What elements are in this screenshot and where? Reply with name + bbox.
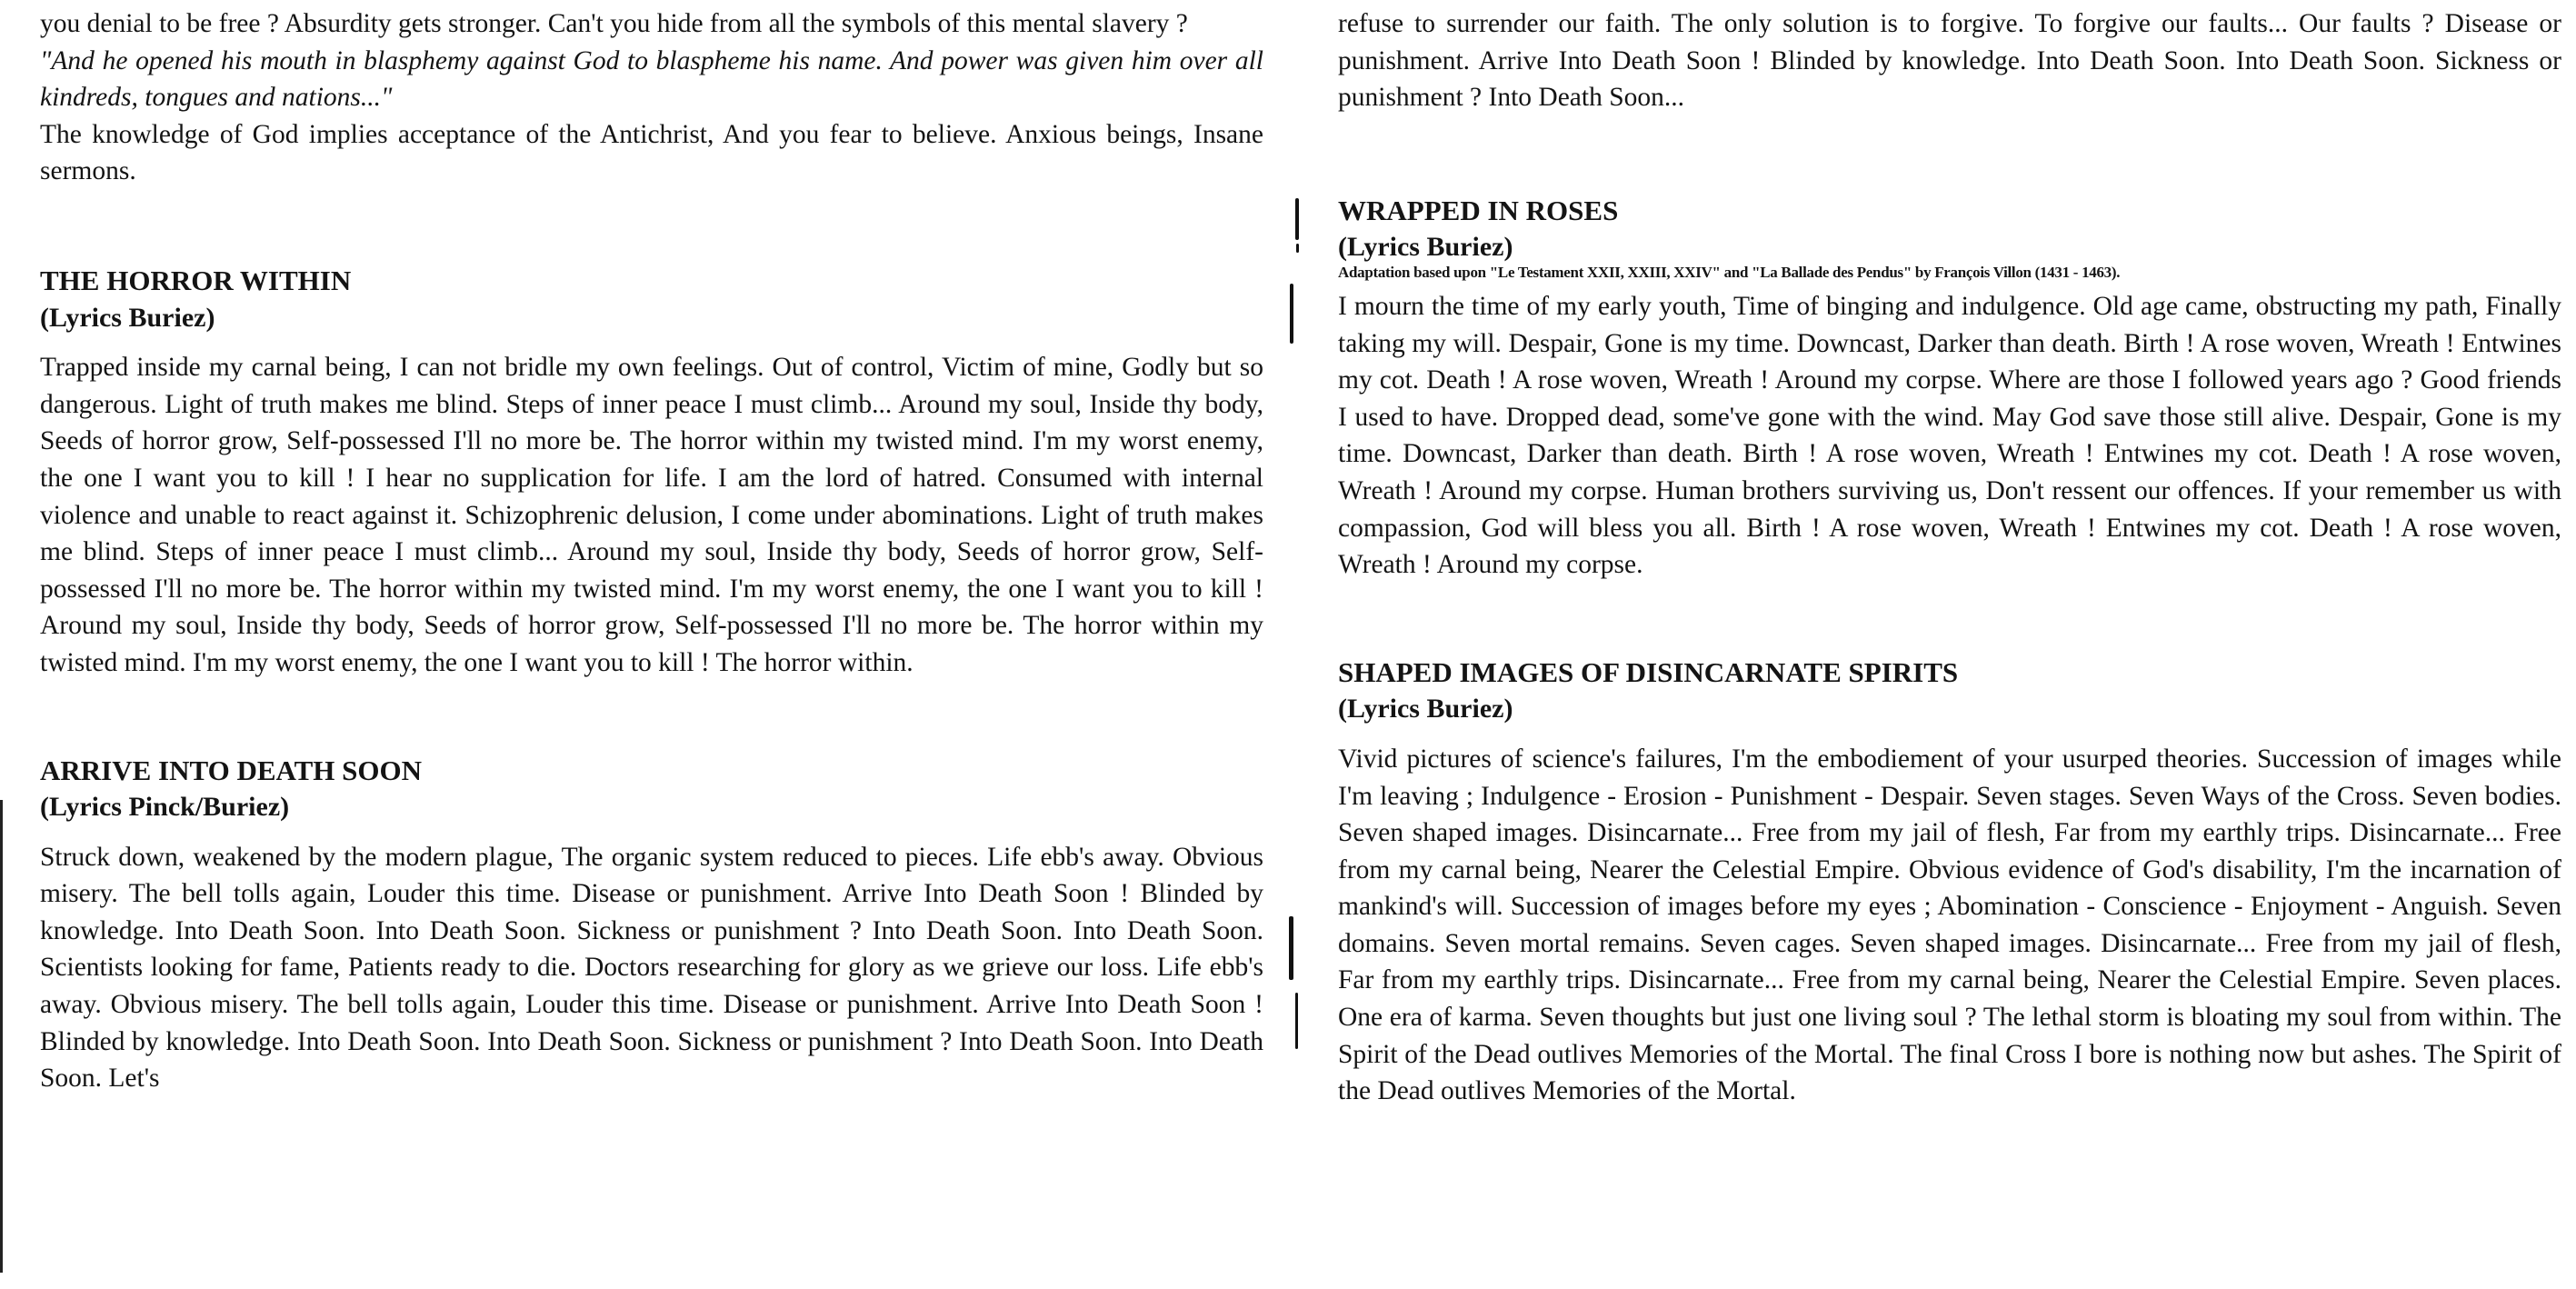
right-column <box>1338 5 2561 1110</box>
page-edge-line <box>0 800 3 1273</box>
intro-closing-paragraph: The knowledge of God implies acceptance of the Antichrist, And you fear to believe. Anxious beings, Insane sermons. <box>40 119 1263 186</box>
lyrics-text: Struck down, weakened by the modern plague, The organic system reduced to pieces. Life ebb's away. Obvious misery. The bell tolls again, Louder this time. Disease or punishment. Arrive Into Death Soon ! Blinded by knowledge. Into Death Soon. Into Death Soon. Sickness or punishment ? Into Death Soon. Into Death Soon. Scientists looking for fame, Patients ready to die. Doctors researching for glory as we grieve our loss. Life ebb's away. Obvious misery. The bell tolls again, Louder this time. Disease or punishment. Arrive Into Death Soon ! Blinded by knowledge. Into Death Soon. Into Death Soon. Sickness or punishment ? Into Death Soon. Into Death Soon. Let's <box>40 842 1263 1094</box>
song-title: THE HORROR WITHIN <box>40 264 352 296</box>
continuation-paragraph: refuse to surrender our faith. The only solution is to forgive. To forgive our faults... Our faults ? Disease or punishment. Arrive Into Death Soon ! Blinded by knowledge. Into Death Soon. Into Death Soon. Sickness or punishment ? Into Death Soon... <box>1338 9 2561 113</box>
lyrics-text: Vivid pictures of science's failures, I'm the embodiement of your usurped theories. Succession of images while I'm leaving ; Indulgence - Erosion - Punishment - Despair. Seven stages. Seven Ways of the Cross. Seven bodies. Seven shaped images. Disincarnate... Free from my jail of flesh, Far from my earthly trips. Disincarnate... Free from my carnal being, Nearer the Celestial Empire. Obvious evidence of God's disability, I'm the incarnation of mankind's will. Succession of images before my eyes ; Abomination - Conscience - Enjoyment - Anguish. Seven domains. Seven mortal remains. Seven cages. Seven shaped images. Disincarnate... Free from my jail of flesh, Far from my earthly trips. Disincarnate... Free from my carnal being, Nearer the Celestial Empire. Seven places. One era of karma. Seven thoughts but just one living soul ? The lethal storm is bloating my soul from within. The Spirit of the Dead outlives Memories of the Mortal. The final Cross I bore is nothing now but ashes. The Spirit of the Dead outlives Memories of the Mortal. <box>1338 744 2561 1106</box>
song-title: SHAPED IMAGES OF DISINCARNATE SPIRITS <box>1338 655 1959 688</box>
intro-paragraph: you denial to be free ? Absurdity gets stronger. Can't you hide from all the symbols of this mental slavery ? <box>40 9 1188 38</box>
song-title: ARRIVE INTO DEATH SOON <box>40 754 423 786</box>
scripture-quote: "And he opened his mouth in blasphemy against God to blaspheme his name. And power was given him over all kindreds, tongues and nations..." <box>40 45 1263 113</box>
section-horror-within <box>40 263 1263 682</box>
lyrics-text: Trapped inside my carnal being, I can not bridle my own feelings. Out of control, Victim of mine, Godly but so dangerous. Light of truth makes me blind. Steps of inner peace I must climb... Around my soul, Inside thy body, Seeds of horror grow, Self-possessed I'll no more be. The horror within my twisted mind. I'm my worst enemy, the one I want you to kill ! I hear no supplication for life. I am the lord of hatred. Consumed with internal violence and unable to react against it. Schizophrenic delusion, I come under abominations. Light of truth makes me blind. Steps of inner peace I must climb... Around my soul, Inside thy body, Seeds of horror grow, Self-possessed I'll no more be. The horror within my twisted mind. I'm my worst enemy, the one I want you to kill ! Around my soul, Inside thy body, Seeds of horror grow, Self-possessed I'll no more be. The horror within my twisted mind. I'm my worst enemy, the one I want you to kill ! The horror within. <box>40 353 1263 677</box>
song-title: WRAPPED IN ROSES <box>1338 194 1619 226</box>
left-column <box>40 5 1263 1097</box>
lyrics-credit: (Lyrics Buriez) <box>1338 694 1513 724</box>
lyrics-credit: (Lyrics Pinck/Buriez) <box>40 792 290 823</box>
fold-mark <box>1289 916 1293 980</box>
fold-mark <box>1295 198 1299 240</box>
fold-mark <box>1296 244 1299 253</box>
section-shaped-images <box>1338 654 2561 1110</box>
lyrics-credit: (Lyrics Buriez) <box>1338 232 1513 263</box>
lyrics-text: I mourn the time of my early youth, Time of binging and indulgence. Old age came, obstructing my path, Finally taking my will. Despair, Gone is my time. Downcast, Darker than death. Birth ! A rose woven, Wreath ! Entwines my cot. Death ! A rose woven, Wreath ! Around my corpse. Where are those I followed years ago ? Good friends I used to have. Dropped dead, some've gone with the wind. May God save those still alive. Despair, Gone is my time. Downcast, Darker than death. Birth ! A rose woven, Wreath ! Entwines my cot. Death ! A rose woven, Wreath ! Around my corpse. Human brothers surviving us, Don't ressent our offences. If your remember us with compassion, God will bless you all. Birth ! A rose woven, Wreath ! Entwines my cot. Death ! A rose woven, Wreath ! Around my corpse. <box>1338 291 2561 580</box>
section-arrive-into-death-soon <box>40 753 1263 1097</box>
fold-mark <box>1290 284 1293 344</box>
adaptation-note: Adaptation based upon "Le Testament XXII, XXIII, XXIV" and "La Ballade des Pendus" by François Villon (1431 - 1463). <box>1338 263 2121 281</box>
section-wrapped-in-roses <box>1338 193 2561 584</box>
fold-mark <box>1295 993 1298 1049</box>
lyrics-credit: (Lyrics Buriez) <box>40 302 215 333</box>
